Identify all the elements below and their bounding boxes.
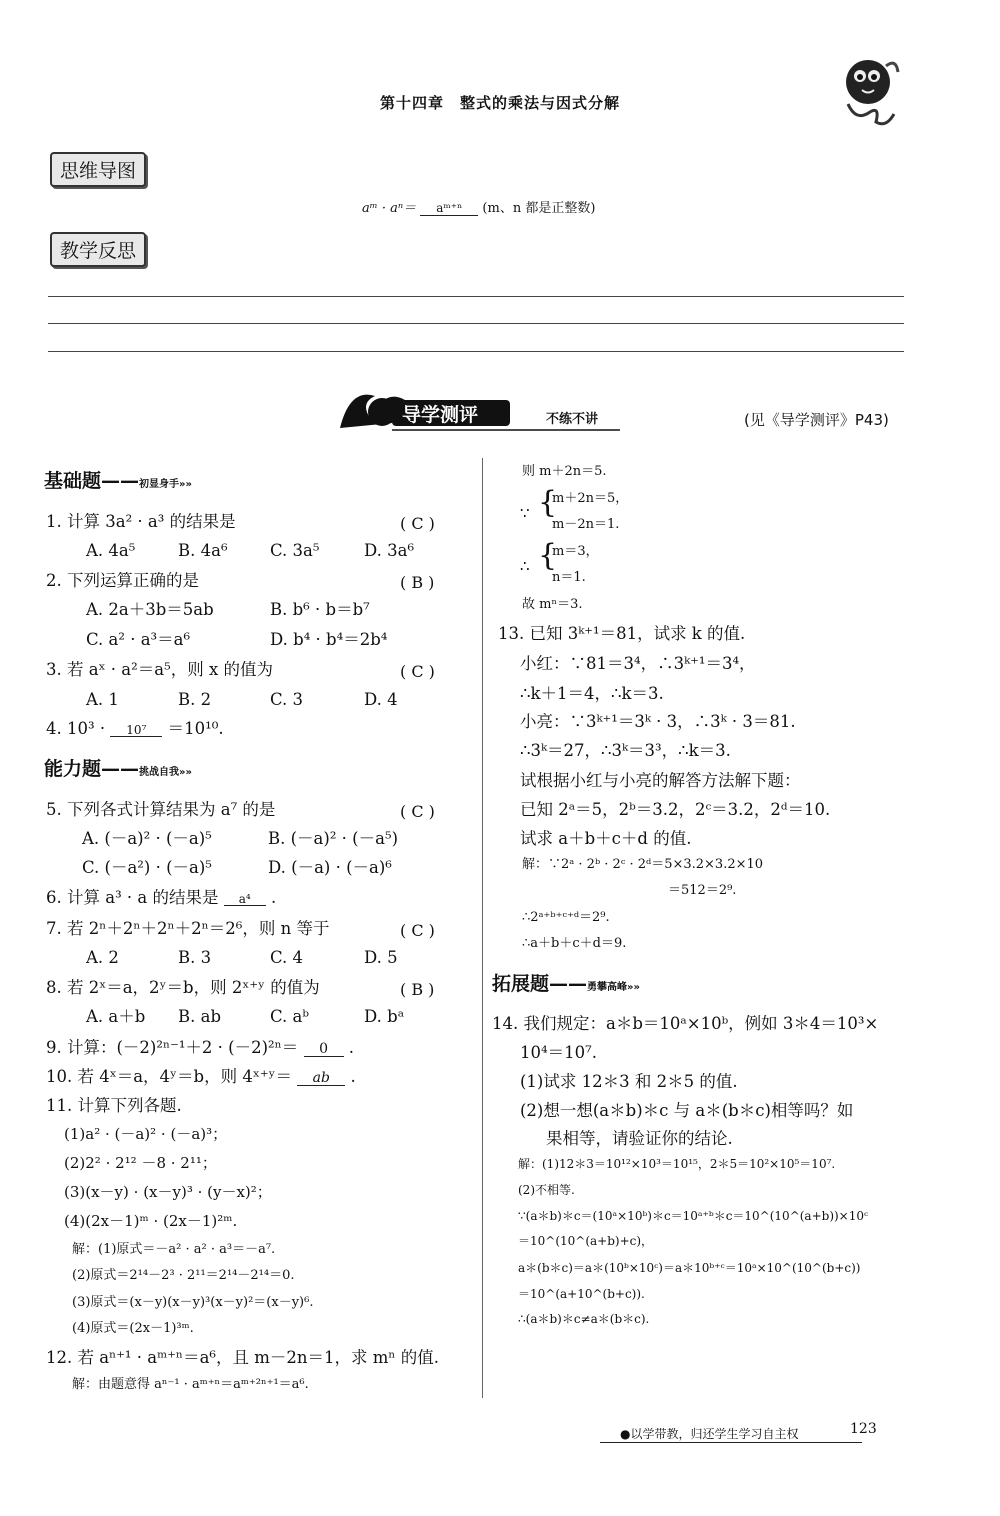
q11-item: (3)(x－y) · (x－y)³ · (y－x)²； [64,1183,272,1201]
section-basic-title: 基础题—— [44,470,140,492]
q1-opt: A. 4a⁵ [86,541,136,560]
q3-answer: ( C ) [400,662,435,681]
q2-opt: B. b⁶ · b＝b⁷ [270,600,370,619]
q9-text: 9. 计算：(－2)²ⁿ⁻¹＋2 · (－2)²ⁿ＝ [46,1038,299,1057]
q8-answer: ( B ) [400,980,435,999]
q11-item: (2)2² · 2¹² －8 · 2¹¹； [64,1154,217,1172]
q5-opt: C. (－a²) · (－a)⁵ [82,858,212,877]
q14-line: 10⁴＝10⁷. [520,1043,597,1062]
footer-line [600,1442,862,1443]
q6-fill: a⁴ [224,893,266,906]
mindmap-formula [362,197,595,216]
q7-opt: C. 4 [270,948,304,967]
q11-solution: (3)原式＝(x－y)(x－y)³(x－y)²＝(x－y)⁶. [72,1295,314,1310]
mindmap-label: 思维导图 [50,152,146,187]
q3: 3. 若 aˣ · a²＝a⁵，则 x 的值为 [46,660,273,679]
q10-fill: ab [297,1071,345,1086]
section-banner [330,378,630,438]
q14-line: 14. 我们规定：a＊b＝10ᵃ×10ᵇ，例如 3＊4＝10³× [492,1014,879,1033]
chapter-header: 第十四章 整式的乘法与因式分解 [379,94,620,112]
q9-text-end: . [348,1038,355,1057]
q1-opt: D. 3a⁶ [364,541,415,560]
q8-opt: A. a＋b [86,1007,146,1026]
column-divider [482,458,483,1398]
q13-line: ∴k＋1＝4，∴k＝3. [520,684,664,703]
therefore-symbol: ∴ [520,557,530,575]
q2-opt: D. b⁴ · b⁴＝2b⁴ [270,630,388,649]
q3-opt: C. 3 [270,690,304,709]
brace: { [538,485,558,520]
footer-slogan: ●以学带教，归还学生学习自主权 [620,1427,799,1441]
q8: 8. 若 2ˣ＝a，2ʸ＝b，则 2ˣ⁺ʸ 的值为 [46,978,320,997]
q14-line: 果相等，请验证你的结论. [546,1129,733,1148]
q4-fill: 10⁷ [110,724,162,737]
q14-line: (1)试求 12＊3 和 2＊5 的值. [520,1072,738,1091]
q5-opt: B. (－a)² · (－a⁵) [268,829,399,848]
q1-opt: B. 4a⁶ [178,541,228,560]
q10-text-end: . [350,1067,356,1086]
q14-solution: 解：(1)12＊3＝10¹²×10³＝10¹⁵，2＊5＝10²×10⁵＝10⁷. [518,1157,836,1171]
section-extend-title: 拓展题—— [492,973,588,995]
q13-line: 小亮：∵3ᵏ⁺¹＝3ᵏ · 3，∴3ᵏ · 3＝81. [520,712,796,731]
q11-solution: 解：(1)原式＝－a² · a² · a³＝－a⁷. [72,1242,276,1257]
q1: 1. 计算 3a² · a³ 的结果是 [46,512,236,531]
system-line: m－2n＝1. [552,517,620,532]
writing-line [48,323,904,324]
q14-line: (2)想一想(a＊b)＊c 与 a＊(b＊c)相等吗？如 [520,1101,854,1120]
q5: 5. 下列各式计算结果为 a⁷ 的是 [46,800,276,819]
q12-solution: 解：由题意得 aⁿ⁻¹ · aᵐ⁺ⁿ＝aᵐ⁺²ⁿ⁺¹＝a⁶. [72,1377,309,1392]
q13-line: ∴3ᵏ＝27，∴3ᵏ＝3³，∴k＝3. [520,741,731,760]
q1-answer: ( C ) [400,514,435,533]
q6 [46,890,276,907]
q12-result: 故 mⁿ＝3. [522,597,583,612]
q1-opt: C. 3a⁵ [270,541,320,560]
q2: 2. 下列运算正确的是 [46,571,199,590]
q5-opt: A. (－a)² · (－a)⁵ [82,829,212,848]
q4 [46,721,224,738]
writing-line [48,296,904,297]
q14-solution: a＊(b＊c)＝a＊(10ᵇ×10ᶜ)＝a＊10ᵇ⁺ᶜ＝10ᵃ×10^(10^(b+c)) [518,1261,861,1275]
writing-line [48,351,904,352]
q8-opt: D. bᵃ [364,1007,405,1026]
mascot-illustration [836,52,906,130]
reflection-label: 教学反思 [50,232,146,267]
q6-text: 6. 计算 a³ · a 的结果是 [46,888,219,907]
q11: 11. 计算下列各题. [46,1096,182,1115]
q4-text-end: ＝10¹⁰. [167,719,224,738]
q13-line: 小红：∵81＝3⁴，∴3ᵏ⁺¹＝3⁴， [520,654,756,673]
since-symbol: ∵ [520,504,530,522]
formula-note: (m、n 都是正整数) [482,201,596,216]
q14-solution: (2)不相等. [518,1183,575,1197]
section-basic: 基础题——初显身手»» [44,470,192,492]
q11-solution: (2)原式＝2¹⁴－2³ · 2¹¹＝2¹⁴－2¹⁴＝0. [72,1268,295,1283]
q12-solution-cont: 则 m＋2n＝5. [522,464,607,479]
q7-opt: B. 3 [178,948,212,967]
q3-opt: D. 4 [364,690,398,709]
brace: { [538,538,558,573]
q10 [46,1069,356,1086]
q11-item: (4)(2x－1)ᵐ · (2x－1)²ᵐ. [64,1212,238,1230]
reference-note: (见《导学测评》P43) [744,411,889,429]
q14-solution: ∴(a＊b)＊c≠a＊(b＊c). [518,1312,650,1326]
section-ability-title: 能力题—— [44,758,140,780]
q13-solution: ∴2ᵃ⁺ᵇ⁺ᶜ⁺ᵈ＝2⁹. [522,910,610,925]
section-extend-sub: 勇攀高峰 [587,982,628,993]
q5-opt: D. (－a) · (－a)⁶ [268,858,392,877]
section-basic-sub: 初显身手 [139,479,180,490]
q4-text: 4. 10³ · [46,719,106,738]
q10-text: 10. 若 4ˣ＝a，4ʸ＝b，则 4ˣ⁺ʸ＝ [46,1067,293,1086]
q7-opt: A. 2 [86,948,119,967]
q3-opt: A. 1 [86,690,119,709]
q5-answer: ( C ) [400,802,435,821]
system-line: n＝1. [552,570,586,585]
q12: 12. 若 aⁿ⁺¹ · aᵐ⁺ⁿ＝a⁶，且 m－2n＝1，求 mⁿ 的值. [46,1348,440,1367]
section-extend: 拓展题——勇攀高峰»» [492,973,640,995]
q2-opt: A. 2a＋3b＝5ab [86,600,214,619]
q13-solution: ∴a＋b＋c＋d＝9. [522,936,627,951]
q11-item: (1)a² · (－a)² · (－a)³； [64,1125,228,1143]
q9 [46,1040,354,1057]
q7-opt: D. 5 [364,948,398,967]
banner-tag: 不练不讲 [546,412,599,427]
q13-solution: 解：∵2ᵃ · 2ᵇ · 2ᶜ · 2ᵈ＝5×3.2×3.2×10 [522,857,764,872]
section-ability-sub: 挑战自我 [139,767,180,778]
q14-solution: ∵(a＊b)＊c＝(10ᵃ×10ᵇ)＊c＝10ᵃ⁺ᵇ＊c＝10^(10^(a+b))×10ᶜ [518,1209,869,1223]
q2-opt: C. a² · a³＝a⁶ [86,630,191,649]
q11-solution: (4)原式＝(2x－1)³ᵐ. [72,1321,194,1336]
q13-line: 已知 2ᵃ＝5，2ᵇ＝3.2，2ᶜ＝3.2，2ᵈ＝10. [520,800,831,819]
q8-opt: C. aᵇ [270,1007,309,1026]
q13-line: 试求 a＋b＋c＋d 的值. [520,829,692,848]
q6-text-end: . [271,888,277,907]
q7: 7. 若 2ⁿ＋2ⁿ＋2ⁿ＋2ⁿ＝2⁶，则 n 等于 [46,919,330,938]
q14-solution: ＝10^(10^(a+b)+c)， [518,1234,654,1248]
formula-left: aᵐ · aⁿ＝ [362,201,417,216]
q3-opt: B. 2 [178,690,212,709]
q8-opt: B. ab [178,1007,222,1026]
banner-title: 导学测评 [402,404,479,426]
q9-fill: 0 [304,1042,344,1057]
system-line: m＋2n＝5， [552,491,629,506]
system-line: m＝3， [552,544,599,559]
q2-answer: ( B ) [400,573,435,592]
q14-solution: ＝10^(a+10^(b+c)). [518,1287,645,1301]
q13: 13. 已知 3ᵏ⁺¹＝81，试求 k 的值. [498,624,746,643]
q7-answer: ( C ) [400,921,435,940]
page-number: 123 [850,1421,877,1437]
q13-line: 试根据小红与小亮的解答方法解下题： [520,771,801,790]
formula-fill: aᵐ⁺ⁿ [420,201,478,216]
q13-solution: ＝512＝2⁹. [668,883,737,898]
section-ability: 能力题——挑战自我»» [44,758,192,780]
